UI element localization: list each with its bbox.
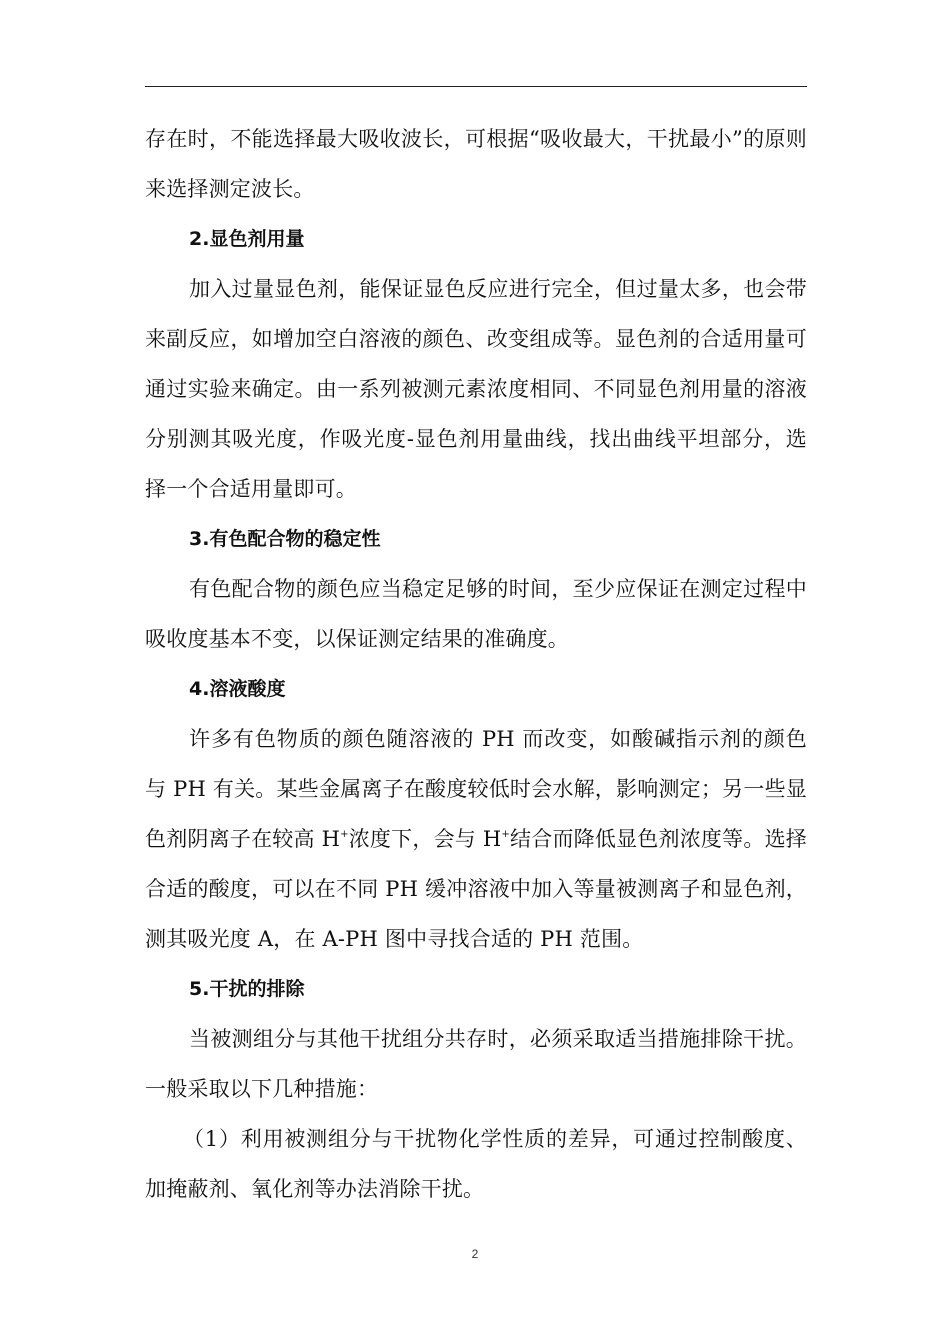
- list-item-measure-1: （1）利用被测组分与干扰物化学性质的差异，可通过控制酸度、加掩蔽剂、氧化剂等办法消除干扰。: [145, 1127, 807, 1201]
- paragraph-reagent-dosage: 加入过量显色剂，能保证显色反应进行完全，但过量太多，也会带来副反应，如增加空白溶液的颜色、改变组成等。显色剂的合适用量可通过实验来确定。由一系列被测元素浓度相同、不同显色剂用量的溶液分别测其吸光度，作吸光度-显色剂用量曲线，找出曲线平坦部分，选择一个合适用量即可。: [145, 277, 807, 501]
- page-content: [145, 114, 807, 1214]
- paragraph-interference-removal: 当被测组分与其他干扰组分共存时，必须采取适当措施排除干扰。一般采取以下几种措施：: [145, 1027, 807, 1101]
- page-number: 2: [471, 1247, 479, 1261]
- header-rule: [145, 86, 807, 87]
- acidity-text-part1: 许多有色物质的颜色随溶液的 PH 而改变，如酸碱指示剂的颜色与 PH 有关。某些金属离子在酸度较低时会水解，影响测定；另一些显色剂阴离子在较高 H: [145, 727, 807, 851]
- acidity-text-part2: 浓度下，会与 H: [348, 827, 502, 851]
- hydrogen-superscript-1: +: [340, 829, 349, 840]
- heading-solution-acidity: 4.溶液酸度: [189, 678, 286, 700]
- paragraph-wavelength-continuation: 存在时，不能选择最大吸收波长，可根据“吸收最大，干扰最小”的原则来选择测定波长。: [145, 127, 807, 201]
- acidity-text-part3: 结合而降低显色剂浓度等。选择合适的酸度，可以在不同 PH 缓冲溶液中加入等量被测离子和显色剂，测其吸光度 A，在 A-PH 图中寻找合适的 PH 范围。: [145, 827, 807, 951]
- paragraph-complex-stability: 有色配合物的颜色应当稳定足够的时间，至少应保证在测定过程中吸收度基本不变，以保证测定结果的准确度。: [145, 577, 807, 651]
- heading-interference-removal: 5.干扰的排除: [189, 978, 305, 1000]
- heading-complex-stability: 3.有色配合物的稳定性: [189, 528, 381, 550]
- heading-reagent-dosage: 2.显色剂用量: [189, 228, 305, 250]
- hydrogen-superscript-2: +: [501, 829, 510, 840]
- paragraph-solution-acidity: [145, 714, 807, 964]
